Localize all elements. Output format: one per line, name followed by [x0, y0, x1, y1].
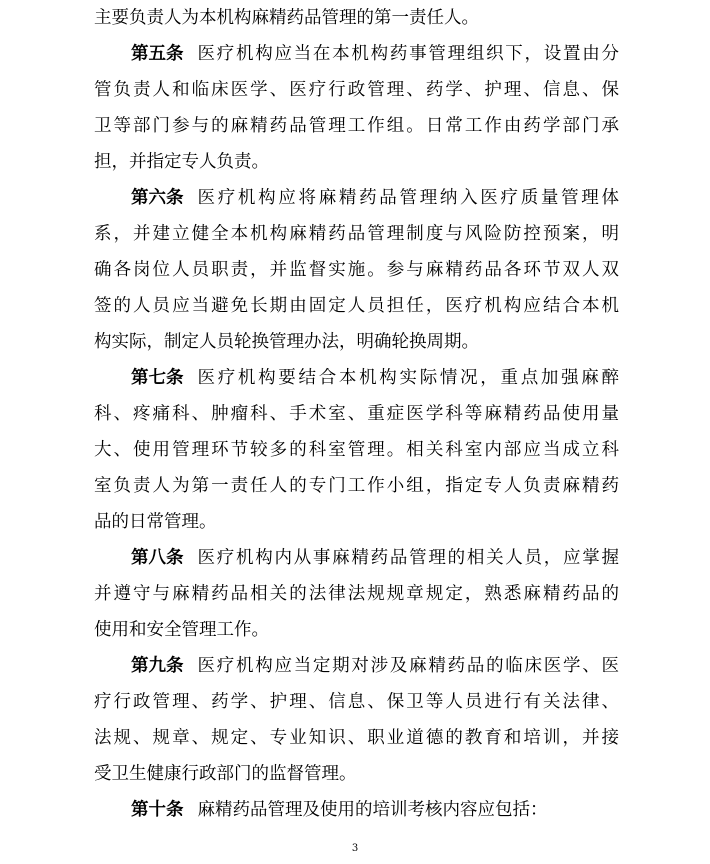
text-line	[94, 396, 619, 432]
text-line	[94, 72, 619, 108]
line-text: 麻精药品管理及使用的培训考核内容应包括：	[197, 800, 548, 820]
text-line	[94, 144, 619, 180]
line-text: 医疗机构应当在本机构药事管理组织下，设置由分	[197, 44, 619, 64]
text-line	[94, 612, 619, 648]
article-label: 第八条	[131, 548, 184, 568]
text-line	[94, 108, 619, 144]
text-line	[94, 252, 619, 288]
line-text: 签的人员应当避免长期由固定人员担任，医疗机构应结合本机	[94, 296, 619, 316]
line-text: 主要负责人为本机构麻精药品管理的第一责任人。	[94, 8, 479, 28]
text-line	[94, 576, 619, 612]
text-line	[94, 720, 619, 756]
text-line	[94, 324, 619, 360]
line-text: 使用和安全管理工作。	[94, 620, 269, 640]
document-body	[94, 0, 619, 828]
article-paragraph	[94, 36, 619, 180]
article-label: 第七条	[131, 368, 184, 388]
text-line	[94, 216, 619, 252]
line-text: 法规、规章、规定、专业知识、职业道德的教育和培训，并接	[94, 728, 619, 748]
line-text: 疗行政管理、药学、护理、信息、保卫等人员进行有关法律、	[94, 692, 619, 712]
line-text: 担，并指定专人负责。	[94, 152, 269, 172]
text-line	[94, 504, 619, 540]
article-paragraph	[94, 0, 619, 36]
text-line	[94, 648, 619, 684]
text-line	[94, 540, 619, 576]
page-number: 3	[351, 843, 359, 854]
article-paragraph	[94, 648, 619, 792]
line-text: 医疗机构应当定期对涉及麻精药品的临床医学、医	[197, 656, 619, 676]
line-text: 系，并建立健全本机构麻精药品管理制度与风险防控预案，明	[94, 224, 619, 244]
text-line	[94, 360, 619, 396]
article-label: 第九条	[131, 656, 184, 676]
line-text: 室负责人为第一责任人的专门工作小组，指定专人负责麻精药	[94, 476, 619, 496]
line-text: 卫等部门参与的麻精药品管理工作组。日常工作由药学部门承	[94, 116, 619, 136]
text-line	[94, 180, 619, 216]
line-text: 大、使用管理环节较多的科室管理。相关科室内部应当成立科	[94, 440, 619, 460]
line-text: 科、疼痛科、肿瘤科、手术室、重症医学科等麻精药品使用量	[94, 404, 619, 424]
article-label: 第六条	[131, 188, 184, 208]
article-paragraph	[94, 180, 619, 360]
text-line	[94, 792, 619, 828]
line-text: 医疗机构应将麻精药品管理纳入医疗质量管理体	[197, 188, 619, 208]
text-line	[94, 468, 619, 504]
article-label: 第五条	[131, 44, 184, 64]
text-line	[94, 756, 619, 792]
article-paragraph	[94, 540, 619, 648]
line-text: 受卫生健康行政部门的监督管理。	[94, 764, 357, 784]
text-line	[94, 288, 619, 324]
article-paragraph	[94, 360, 619, 540]
line-text: 并遵守与麻精药品相关的法律法规规章规定，熟悉麻精药品的	[94, 584, 619, 604]
text-line	[94, 0, 619, 36]
text-line	[94, 36, 619, 72]
article-paragraph	[94, 792, 619, 828]
text-line	[94, 432, 619, 468]
line-text: 医疗机构要结合本机构实际情况，重点加强麻醉	[197, 368, 619, 388]
line-text: 品的日常管理。	[94, 512, 217, 532]
line-text: 医疗机构内从事麻精药品管理的相关人员，应掌握	[197, 548, 619, 568]
line-text: 构实际，制定人员轮换管理办法，明确轮换周期。	[94, 332, 479, 352]
line-text: 管负责人和临床医学、医疗行政管理、药学、护理、信息、保	[94, 80, 619, 100]
article-label: 第十条	[131, 800, 184, 820]
line-text: 确各岗位人员职责，并监督实施。参与麻精药品各环节双人双	[94, 260, 619, 280]
text-line	[94, 684, 619, 720]
